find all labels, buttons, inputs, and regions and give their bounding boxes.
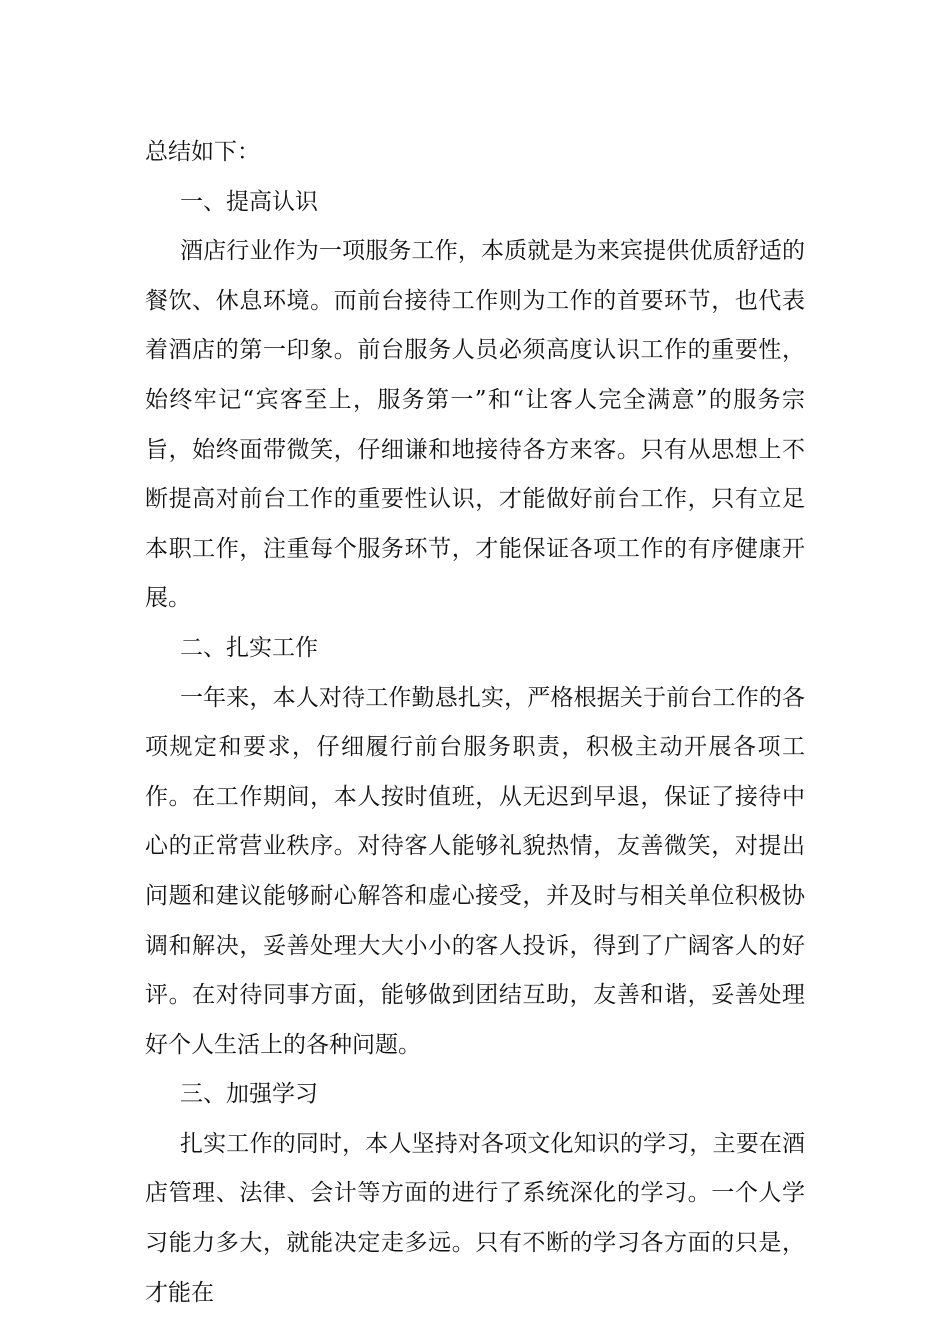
section-paragraph-2: 一年来，本人对待工作勤恳扎实，严格根据关于前台工作的各项规定和要求，仔细履行前台服务职责，积极主动开展各项工作。在工作期间，本人按时值班，从无迟到早退，保证了接待中心的正常营业秩序。对待客人能够礼貌热情，友善微笑，对提出问题和建议能够耐心解答和虚心接受，并及时与相关单位积极协调和解决，妥善处理大大小小的客人投诉，得到了广阔客人的好评。在对待同事方面，能够做到团结互助，友善和谐，妥善处理好个人生活上的各种问题。 xyxy=(145,684,805,1058)
intro-line: 总结如下： xyxy=(145,139,260,165)
section-paragraph-3: 扎实工作的同时，本人坚持对各项文化知识的学习，主要在酒店管理、法律、会计等方面的进行了系统深化的学习。一个人学习能力多大，就能决定走多远。只有不断的学习各方面的只是，才能在 xyxy=(145,1130,805,1306)
section-heading-2: 二、扎实工作 xyxy=(180,634,318,661)
document-body xyxy=(145,128,805,1318)
section-heading-3: 三、加强学习 xyxy=(180,1081,318,1108)
section-heading-1: 一、提高认识 xyxy=(180,188,318,215)
section-paragraph-1: 酒店行业作为一项服务工作，本质就是为来宾提供优质舒适的餐饮、休息环境。而前台接待工作则为工作的首要环节，也代表着酒店的第一印象。前台服务人员必须高度认识工作的重要性，始终牢记“宾客至上，服务第一”和“让客人完全满意”的服务宗旨，始终面带微笑，仔细谦和地接待各方来客。只有从思想上不断提高对前台工作的重要性认识，才能做好前台工作，只有立足本职工作，注重每个服务环节，才能保证各项工作的有序健康开展。 xyxy=(145,238,805,612)
